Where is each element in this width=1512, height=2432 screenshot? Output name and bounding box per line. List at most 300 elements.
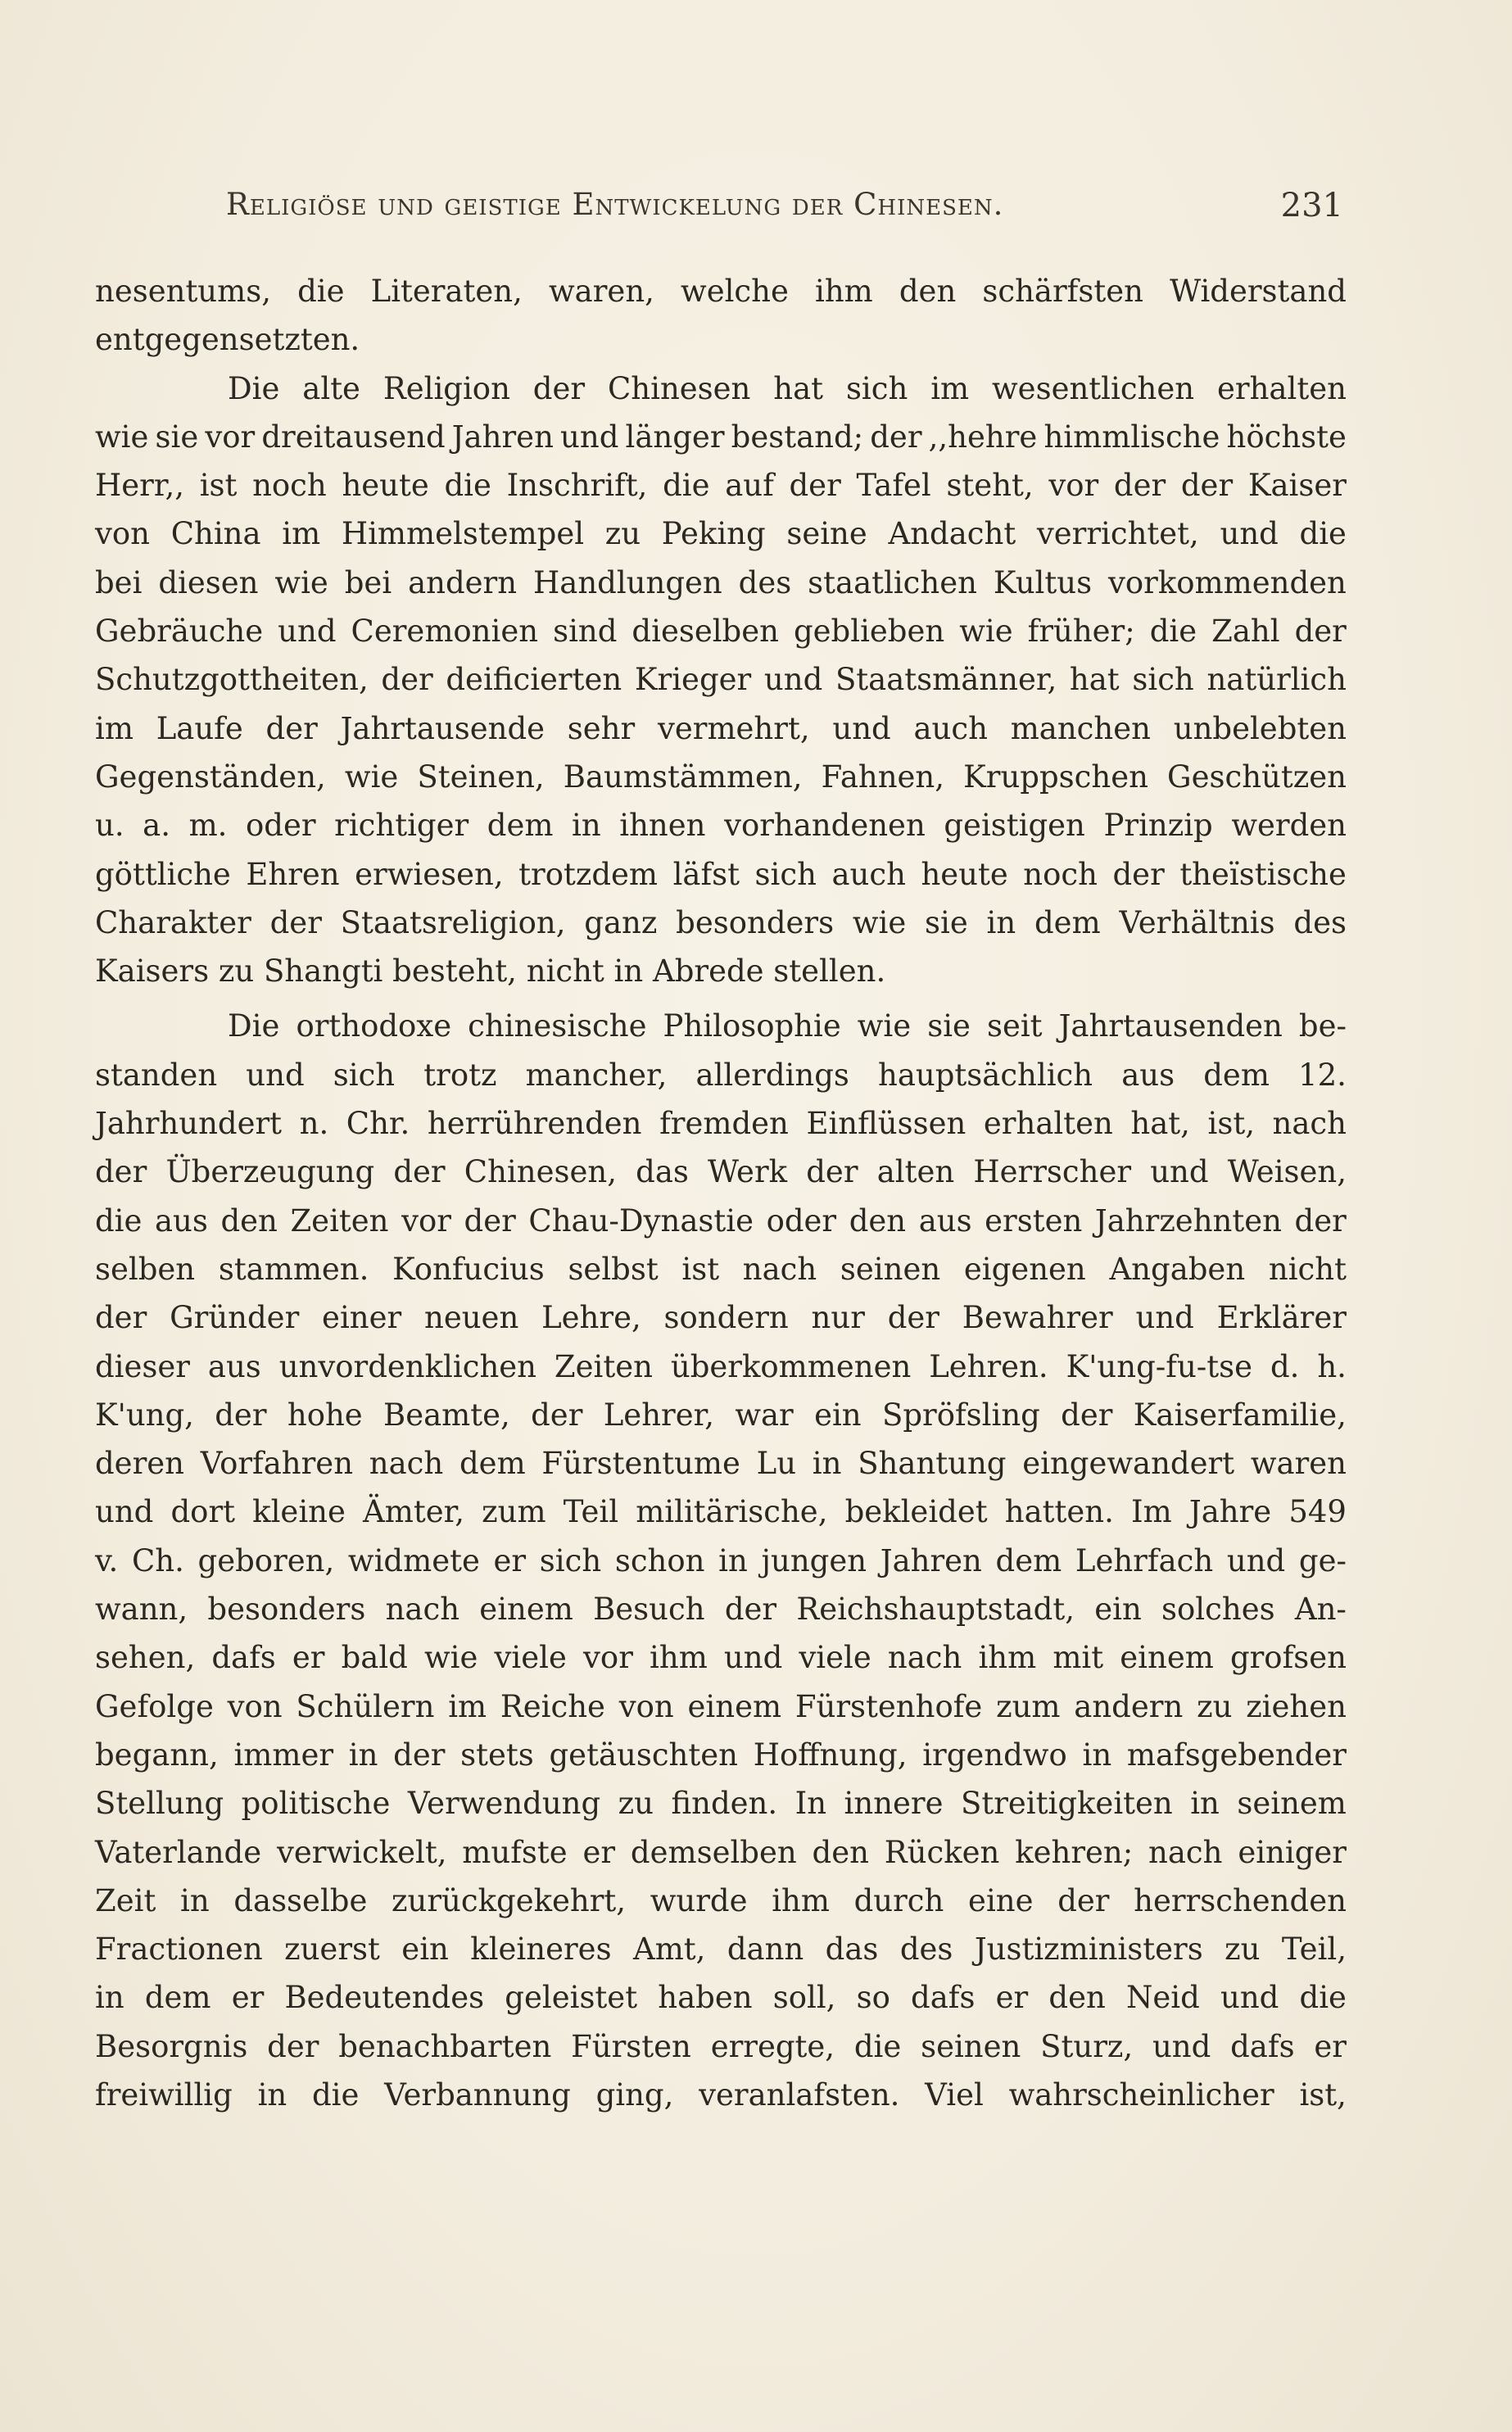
word: Angaben: [1109, 1251, 1246, 1287]
word: nach: [369, 1446, 444, 1482]
word: die: [663, 468, 710, 504]
word: dafs: [1230, 2028, 1295, 2064]
word: Neid: [1126, 1980, 1200, 2016]
word: dort: [170, 1494, 236, 1530]
word: Jahren: [880, 1542, 982, 1578]
word: zu: [1225, 1932, 1261, 1968]
word: ganz: [584, 904, 658, 940]
running-head: [226, 187, 1343, 236]
word: dieser: [95, 1348, 190, 1384]
word: Gefolge: [95, 1688, 214, 1724]
word: wesentlichen: [992, 370, 1195, 406]
word: zum: [996, 1688, 1061, 1724]
word: ihnen: [619, 808, 706, 844]
word: dem: [995, 1542, 1062, 1578]
word: stets: [460, 1737, 534, 1773]
word: Chinesen,: [464, 1154, 617, 1190]
word: noch: [1023, 856, 1098, 892]
text-line: [95, 509, 1347, 558]
word: andern: [408, 564, 518, 600]
word: vor: [1048, 468, 1099, 504]
word: Jahrtausende: [340, 710, 545, 746]
word: Teil: [563, 1494, 619, 1530]
word: Gründer: [170, 1300, 300, 1336]
word: der: [1180, 468, 1234, 504]
paragraph-first-line: [95, 1002, 1347, 1050]
text-line: [95, 559, 1347, 607]
word: Lehren.: [929, 1348, 1048, 1384]
word: der: [95, 1300, 147, 1336]
word: in: [718, 1542, 748, 1578]
word: veranlafsten.: [699, 2076, 900, 2113]
word: ist,: [1207, 1106, 1255, 1142]
word: der: [381, 662, 433, 698]
word: die: [1149, 614, 1197, 650]
word: benachbarten: [338, 2028, 552, 2064]
word: mufste: [462, 1834, 568, 1870]
word: natürlich: [1206, 662, 1347, 698]
text-line: [95, 1391, 1347, 1439]
word: der: [531, 1397, 583, 1433]
text-line: [95, 1828, 1347, 1877]
word: nach: [742, 1251, 817, 1287]
word: eigenen: [963, 1251, 1086, 1287]
word: ihm: [815, 274, 873, 309]
word: Literaten,: [370, 274, 523, 309]
word: den: [220, 1202, 278, 1239]
word: d.: [1270, 1348, 1300, 1384]
word: be-: [1298, 1008, 1347, 1044]
word: fremden: [659, 1106, 789, 1142]
word: der: [393, 1737, 446, 1773]
word: vor: [583, 1640, 633, 1676]
word: Besorgnis: [95, 2028, 248, 2064]
word: deificierten: [446, 662, 622, 698]
word: sich: [845, 370, 908, 406]
word: er: [231, 1980, 265, 2016]
word: der: [724, 1592, 777, 1628]
word: Lu: [756, 1446, 797, 1482]
word: einiger: [1238, 1834, 1347, 1870]
word: der: [267, 2028, 319, 2064]
word: dafs: [211, 1640, 276, 1676]
word: widmete: [347, 1542, 480, 1578]
paragraph-first-line: [95, 365, 1347, 413]
word: u.: [95, 808, 124, 844]
word: der: [1057, 1882, 1110, 1918]
text-line: [95, 2022, 1347, 2071]
word: vorkommenden: [1108, 564, 1347, 600]
word: er: [582, 1834, 616, 1870]
text-line: [95, 1197, 1347, 1245]
word: allerdings: [695, 1057, 849, 1093]
word: aus: [155, 1202, 208, 1239]
word: Chinesen: [607, 370, 751, 406]
word: Lehrer,: [603, 1397, 714, 1433]
text-line: [95, 1537, 1347, 1585]
word: hat,: [1130, 1106, 1190, 1142]
word: der: [1294, 1202, 1347, 1239]
word: wann,: [95, 1592, 188, 1628]
word: vermehrt,: [657, 710, 810, 746]
word: ihm: [772, 1882, 830, 1918]
word: Shantung: [858, 1446, 1007, 1482]
word: göttliche: [95, 856, 231, 892]
word: erhalten: [983, 1106, 1113, 1142]
word: nach: [1272, 1106, 1347, 1142]
word: und: [1220, 516, 1279, 552]
word: einem: [687, 1688, 782, 1724]
word: in: [572, 808, 601, 844]
word: sich: [754, 856, 817, 892]
word: Lehre,: [541, 1300, 641, 1336]
word: haben: [658, 1980, 753, 2016]
text-line: [95, 1877, 1347, 1925]
word: Vorfahren: [200, 1446, 354, 1482]
word: früher;: [1027, 614, 1135, 650]
word: viele: [799, 1640, 871, 1676]
word: Zeit: [95, 1882, 156, 1918]
word: durch: [853, 1882, 944, 1918]
word: diesen: [158, 564, 259, 600]
word: Jahrhundert: [95, 1106, 283, 1142]
word: verrichtet,: [1036, 516, 1199, 552]
word: vor: [401, 1202, 451, 1239]
body-text: [95, 267, 1347, 2119]
word: Rücken: [884, 1834, 1000, 1870]
word: Andacht: [888, 516, 1016, 552]
word: und: [246, 1057, 305, 1093]
word: der: [95, 1154, 147, 1190]
word: verwickelt,: [276, 1834, 447, 1870]
word: der: [789, 468, 841, 504]
word: der: [806, 1154, 858, 1190]
word: Bewahrer: [962, 1300, 1113, 1336]
word: besonders: [207, 1592, 366, 1628]
word: hohe: [287, 1397, 363, 1433]
word: Baumstämmen,: [563, 759, 803, 795]
word: zu: [618, 1786, 654, 1822]
word: innere: [844, 1786, 944, 1822]
word: das: [825, 1932, 879, 1968]
word: die: [297, 274, 345, 309]
word: viele: [494, 1640, 567, 1676]
word: dafs: [911, 1980, 976, 2016]
word: zuerst: [284, 1932, 380, 1968]
word: geblieben: [793, 614, 945, 650]
word: auch: [913, 710, 988, 746]
word: auf: [725, 468, 774, 504]
word: militärische,: [636, 1494, 828, 1530]
word: dem: [1203, 1057, 1270, 1093]
word: Prinzip: [1103, 808, 1213, 844]
word: in: [179, 1882, 210, 1918]
word: ein: [1094, 1592, 1142, 1628]
word: vorhandenen: [724, 808, 926, 844]
word: Fractionen: [95, 1932, 263, 1968]
word: wie: [344, 759, 399, 795]
word: trotz: [423, 1057, 497, 1093]
text-line: [95, 1731, 1347, 1779]
word: er: [1314, 2028, 1347, 2064]
word: bei: [344, 564, 392, 600]
word: Streitigkeiten: [960, 1786, 1173, 1822]
word: Schülern: [296, 1688, 435, 1724]
word: geistigen: [944, 808, 1085, 844]
word: sie: [927, 1008, 971, 1044]
word: 549: [1288, 1494, 1347, 1530]
word: besonders: [676, 904, 835, 940]
page-number: 231: [1280, 187, 1343, 224]
word: Ämter,: [363, 1494, 464, 1530]
word: Jahre: [1188, 1494, 1272, 1530]
word: bald: [341, 1640, 408, 1676]
word: der: [887, 1300, 939, 1336]
word: nesentums,: [95, 274, 271, 309]
word: des: [738, 564, 792, 600]
word: einem: [479, 1592, 573, 1628]
word: läfst: [672, 856, 740, 892]
word: Erklärer: [1216, 1300, 1347, 1336]
word: aus: [918, 1202, 972, 1239]
word: seine: [786, 516, 867, 552]
word: oder: [766, 1202, 837, 1239]
word: dreitausend: [261, 419, 446, 455]
word: Ehren: [246, 856, 340, 892]
text-line: [95, 1148, 1347, 1196]
word: den: [1048, 1980, 1106, 2016]
word: Religion: [383, 370, 510, 406]
word: geboren,: [197, 1542, 335, 1578]
word: nicht: [1268, 1251, 1347, 1287]
word: Bedeutendes: [284, 1980, 485, 2016]
word: unbelebten: [1173, 710, 1347, 746]
word: dieselben: [632, 614, 779, 650]
word: sie: [155, 419, 199, 455]
word: der: [265, 710, 318, 746]
word: sind: [553, 614, 618, 650]
word: hauptsächlich: [878, 1057, 1093, 1093]
word: ziehen: [1246, 1688, 1347, 1724]
word: nach: [385, 1592, 460, 1628]
text-line: [95, 1585, 1347, 1633]
word: Weisen,: [1227, 1154, 1347, 1190]
word: mafsgebender: [1126, 1737, 1347, 1773]
word: Konfucius: [392, 1251, 545, 1287]
word: In: [794, 1786, 827, 1822]
text-line: [95, 2071, 1347, 2119]
word: Im: [1131, 1494, 1172, 1530]
word: Himmelstempel: [341, 516, 585, 552]
word: heute: [342, 468, 429, 504]
word: richtiger: [334, 808, 469, 844]
word: zum: [482, 1494, 546, 1530]
word: der: [870, 419, 922, 455]
word: Staatsmänner,: [835, 662, 1057, 698]
word: überkommenen: [670, 1348, 912, 1384]
word: Einflüssen: [806, 1106, 967, 1142]
word: Herrscher: [973, 1154, 1132, 1190]
word: bei: [95, 564, 143, 600]
word: und: [95, 1494, 154, 1530]
word: n.: [299, 1106, 329, 1142]
word: und: [763, 662, 823, 698]
word: aus: [207, 1348, 261, 1384]
text-line: [95, 1099, 1347, 1148]
word: Jahrzehnten: [1094, 1202, 1282, 1239]
word: oder: [246, 808, 316, 844]
word: ein: [814, 1397, 862, 1433]
text-line: [95, 899, 1347, 947]
word: einer: [322, 1300, 402, 1336]
word: zu: [1197, 1688, 1233, 1724]
word: herrührenden: [427, 1106, 642, 1142]
word: Jahrtausenden: [1058, 1008, 1283, 1044]
text-line: Kaisers zu Shangti besteht, nicht in Abrede stellen.: [95, 953, 886, 990]
word: werden: [1231, 808, 1347, 844]
word: kleineres: [470, 1932, 612, 1968]
word: mancher,: [525, 1057, 668, 1093]
word: Spröfsling: [881, 1397, 1040, 1433]
word: Lehrfach: [1075, 1542, 1214, 1578]
word: Fürsten: [571, 2028, 691, 2064]
text-line: [95, 461, 1347, 509]
word: An-: [1294, 1592, 1347, 1628]
word: selbst: [568, 1251, 659, 1287]
word: sie: [925, 904, 968, 940]
word: herrschenden: [1134, 1882, 1347, 1918]
word: schärfsten: [982, 274, 1143, 309]
word: dann: [727, 1932, 804, 1968]
word: so: [856, 1980, 890, 2016]
word: selben: [95, 1251, 196, 1287]
word: Besuch: [593, 1592, 705, 1628]
word: seit: [986, 1008, 1043, 1044]
text-line: [95, 1633, 1347, 1682]
word: Teil,: [1281, 1932, 1347, 1968]
word: K'ung,: [95, 1397, 194, 1433]
text-line: [95, 1439, 1347, 1488]
word: Beamte,: [383, 1397, 510, 1433]
word: im: [95, 710, 134, 746]
word: sich: [539, 1542, 602, 1578]
word: Reiche: [500, 1688, 605, 1724]
word: begann,: [95, 1737, 219, 1773]
word: Viel: [925, 2076, 984, 2113]
word: demselben: [630, 1834, 797, 1870]
word: und: [1152, 2028, 1211, 2064]
word: freiwillig: [95, 2076, 233, 2113]
word: China: [170, 516, 261, 552]
word: der: [464, 1202, 516, 1239]
word: des: [899, 1932, 953, 1968]
word: finden.: [671, 1786, 778, 1822]
word: Herr,,: [95, 468, 184, 504]
text-line: [95, 704, 1347, 753]
word: zu: [604, 516, 641, 552]
word: Zeiten: [554, 1348, 653, 1384]
word: vor: [205, 419, 256, 455]
word: Stellung: [95, 1786, 224, 1822]
word: Handlungen: [533, 564, 722, 600]
word: geleistet: [505, 1980, 638, 2016]
text-line: [95, 1973, 1347, 2022]
word: einem: [1120, 1640, 1214, 1676]
text-line: [95, 1488, 1347, 1536]
word: erhalten: [1217, 370, 1347, 406]
word: der: [1112, 856, 1165, 892]
word: Inschrift,: [506, 468, 648, 504]
word: die: [1299, 1980, 1347, 2016]
word: wurde: [650, 1882, 748, 1918]
word: Tafel: [856, 468, 931, 504]
word: ging,: [595, 2076, 674, 2113]
word: Überzeugung: [165, 1154, 375, 1190]
word: nach: [887, 1640, 962, 1676]
word: wie: [959, 614, 1013, 650]
word: Kaiserfamilie,: [1133, 1397, 1347, 1433]
word: standen: [95, 1057, 218, 1093]
word: und: [1220, 1980, 1279, 2016]
word: eingewandert: [1022, 1446, 1235, 1482]
word: bestand;: [731, 419, 864, 455]
word: in: [1190, 1786, 1220, 1822]
word: andern: [1074, 1688, 1184, 1724]
word: Sturz,: [1040, 2028, 1134, 2064]
word: erwiesen,: [355, 856, 504, 892]
word: Staatsreligion,: [340, 904, 566, 940]
word: und: [278, 614, 337, 650]
word: Hoffnung,: [753, 1737, 908, 1773]
word: Krieger: [634, 662, 752, 698]
word: aus: [1121, 1057, 1175, 1093]
word: im: [930, 370, 970, 406]
word: Kruppschen: [963, 759, 1148, 795]
word: und: [560, 419, 619, 455]
word: mit: [1053, 1640, 1104, 1676]
word: länger: [625, 419, 725, 455]
word: heute: [921, 856, 1008, 892]
word: m.: [188, 808, 228, 844]
word: der: [1113, 468, 1166, 504]
word: Die: [228, 370, 280, 406]
word: wahrscheinlicher: [1008, 2076, 1274, 2113]
text-line: [95, 850, 1347, 899]
word: Geschützen: [1167, 759, 1347, 795]
word: er: [292, 1640, 325, 1676]
text-line: [95, 1293, 1347, 1342]
word: Gebräuche: [95, 614, 264, 650]
word: grofsen: [1229, 1640, 1347, 1676]
word: schon: [614, 1542, 705, 1578]
word: Philosophie: [663, 1008, 841, 1044]
word: ihm: [650, 1640, 708, 1676]
word: Ch.: [131, 1542, 184, 1578]
word: den: [812, 1834, 869, 1870]
word: sich: [333, 1057, 396, 1093]
word: Chr.: [346, 1106, 410, 1142]
text-line: [95, 1343, 1347, 1391]
word: Vaterlande: [95, 1834, 262, 1870]
word: ist: [681, 1251, 720, 1287]
text-line: [95, 267, 1347, 315]
word: Charakter: [95, 904, 251, 940]
word: ist: [199, 468, 238, 504]
word: die: [853, 2028, 902, 2064]
word: solches: [1161, 1592, 1275, 1628]
word: wie: [857, 1008, 912, 1044]
word: welche: [681, 274, 789, 309]
